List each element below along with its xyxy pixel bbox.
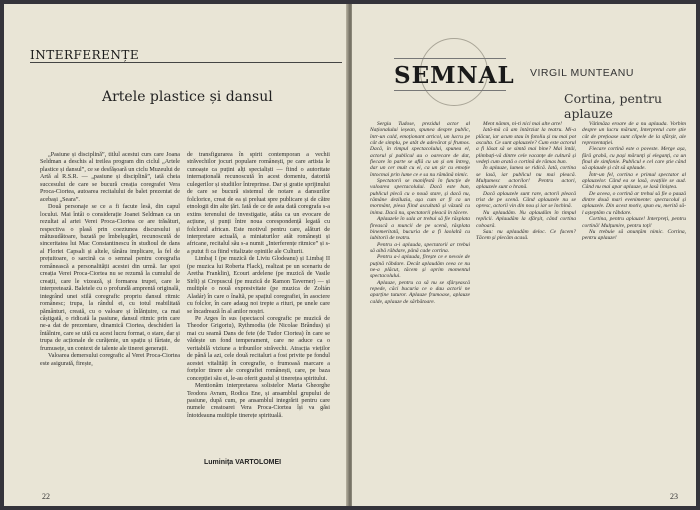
paragraph: Nu trebuie să anunțăm nimic. Cortina, pentru aplauze! [582, 228, 686, 242]
paragraph: Pentru a-i aplauda, firește ce e nevoie de puțină răbdare. Decât aplaudăm ceea ce nu ne-a plăcut, tăcem și oprim momentul spectacolului. [370, 254, 470, 280]
paragraph: Sergiu Tudose, prezidul actor al Naționalului ieșean, spunea despre public, într-un cald, emoționant articol, un lucru pe cât de simplu, pe atât de adevărat și frumos. Dacă, în timpul spectacolului, spunea el, actorul și publicul au o oarecare de dat, fiecare în parte se află cu un și om întreg, dar un cer mult cu ei, ca un șir cu emoție întocmai prin lume ce e sa nu rămână nimic. [370, 121, 470, 178]
paragraph: Mentionăm interpretarea solistelor Maria Gheorghe Teodora Avram, Rodica Ene, și ansamblul grupului de pasiune, după cum, pe ansamblul integrării pentru care numele creatoarei Vera Proca-Ciortea își va găsi întotdeauna multiple tinerețe spirituală. [187, 383, 330, 419]
column-author: VIRGIL MUNTEANU [530, 67, 634, 79]
page-number: 23 [670, 492, 678, 501]
paragraph: Fiecare cortină este o poveste. Merge așa, fără grabă, cu pași mărunți și eleganți, ca un final de simfonie. Publicul e cel care știe când să aplaude și cât să aplaude. [582, 146, 686, 172]
section-rule [30, 62, 342, 63]
right-column-1 [370, 121, 470, 481]
paragraph: Cortina, pentru aplauze! Interpreți, pentru cortină! Mulțumire, pentru toți! [582, 216, 686, 229]
article-author: Luminița VARTOLOMEI [204, 459, 282, 466]
logo-text: SEMNAL [394, 62, 515, 89]
article-title: Cortina, pentru aplauze [564, 91, 663, 121]
right-column-2 [476, 121, 576, 481]
paragraph: de transfigurarea în spirit contemporan a vechii străvechilor jocuri populare românești, pe care artista le cunoaște ca puțini alți specialiști — fiind o autoritate internațională recunoscută în acest domeniu, datorită culegerilor și studiilor întreprinse. Dar și gratie sprijinului de care se bucură sistemul de notare a dansurilor folclorice, creat de ea și preluat spre publicare și de către etnologii din alte țări. Iată de ce de asta dată coregrafa s-a extins terenului de investigatie, atâta ca un evocare de acțiune, și punți între noua corespondență legată cu folclorul african. Este motivul pentru care, alături de interpretare actuală, a miniaturilor atât românești și africane, recitalul său s-a numit „Interferențe ritmice” și s-a putut fi ca fiind vitalizate opiniile ale Culturii. [187, 152, 330, 255]
section-title: INTERFERENȚE [30, 48, 140, 62]
article-title: Artele plastice și dansul [102, 89, 273, 105]
logo-rule [394, 58, 506, 59]
paragraph: În aplauze, lumea se ridică. Iată, cortina se lasă, iar publicul nu mai pleacă. Mulțumesc actorilor! Pentru actori, aplauzele sunt o hrană. [476, 165, 576, 191]
left-column-2 [187, 152, 330, 444]
page-number: 22 [42, 492, 50, 501]
left-column-1 [40, 152, 180, 444]
paragraph: Dacă aplauzele sunt rare, actorii pleacă trist de pe scenă. Când aplauzele nu se opresc, actorii vin din nou și iar se închină. [476, 190, 576, 210]
paragraph: Nu aplaudăm. Nu aplaudăm în timpul replicii. Aplaudăm la sfârșit, când cortina coboară. [476, 209, 576, 229]
paragraph: Spectatorii se manifestă în funcție de valoarea spectacolului. Dacă este bun, publicul plecă cu o nouă stare, și dacă nu, rămâne deziluzia, așa cum ar fi ca un mormânt, piesa fiind ascultată și văzută cu inima. Dacă nu, spectatorii pleacă în tăcere. [370, 178, 470, 216]
left-page [4, 4, 348, 506]
logo-rule [394, 90, 506, 91]
paragraph: Limbaj I (pe muzică de Liviu Glodeanu) și Limbaj II (pe muzica lui Roberta Flack), realizat pe un scenariu de Aretha Franklin), Ecouri ardelene (pe muzică de Vasile Sirli) și Crepuscul (pe muzică de Ramon Taverner) — și multiple o nouă expresivitate (pe muzica de Zoltán Aladár) în care o înaltă, pe spațiul coregrafiei, în asociere cu folclor, în care adaug noi trepte a rituri, pe unele care se încadrează în al anilor noștri. [187, 256, 330, 315]
paragraph: Ment nămm, ni-ti nici mai alte arte! [483, 121, 562, 127]
paragraph: „Pasiune și disciplină”, titlul acestui curs care Joana Seldman a deschis al treilea program din ciclul „Artele plastice și dansul”, ce se desfășoară un ciclu Muzeului de Artă al R.S.R. — „pasiune și disciplină”, iată cheia succesului de care se bucură creația coregrafei Vera Proca-Ciortea, autoarea recitalului de balet prezentat de acebași „Seara”. [40, 152, 180, 203]
paragraph: Pentru a-i aplauda, spectatorii ar trebui să aibă răbdare, până cade cortina. [370, 241, 470, 254]
paragraph: Sau: nu aplaudăm deloc. Ce facem? Tăcem și plecăm acasă. [476, 228, 576, 242]
paragraph: Aplauzele în sala ar trebui să fie răsplata firească a muncii de pe scenă, răsplata binemeritată, bucuria de a fi laolaltă cu iubitorii de teatru. [370, 216, 470, 242]
paragraph: Aplauze, pentru ca să nu se sfârșească repede, căci bucuria ce o dau actorii ne aparține tuturor. Aplauze frumoase, aplauze calde, aplauze de sărbătoare. [370, 279, 470, 305]
paragraph: Într-un fel, cortina e primul spectator al aplauzelor. Când ea se lasă, ovațiile se aud. Când nu mai apar aplauze, se lasă liniștea. [582, 171, 686, 191]
semnal-logo [392, 38, 515, 118]
paragraph: Iată-mă că am întârziat la teatru. Mi-a plăcut, iar acum stau în fotoliu și nu mai pot asculta. Ce sunt aplauzele? Cum este actorul a fi lăsat să se simtă mai bine? Mai întâi, plimbați-vă dintre cele vacanțe de cultură și vedeți cum arată o cortină de rămas bun. [476, 127, 576, 166]
paragraph: Pe Arges în sus (spectacol coregrafic pe muzică de Theodor Grigoriu), Rythmodia (de Nicolae Brândus) și mai cu seamă Dans de fete (de Tudor Ciortea) în care se vădește un fond temperament, care ne aduce ca o veritabilă viziune a tribunilor străvechi. Atracția vieților de până la azi, cele două recitaluri a fost privite pe fondul acestei vitalități în coregrafie, o frumoasă marcare a forțelor tinere ale coregrafiei românești, care, pe baza concepției său ei, le-au oferit gustul și tinerețea spiritului. [187, 315, 330, 382]
paragraph: Două personaje se ce a fi facute lesă, din capul locului. Mai întâi o considerație Joanei Seldman ca un rezultat al artei Verei Proca-Ciortea ce are trăsături, respectiva o plasă prin coeziunea discursului și mătusudătoare, bazată pe îmbelșugări, recunoscută de sinceritatea lui Mac Constantinescu în studioul de dans al Floriei Capsali și altele, tânăra implicare, la fel de prețuitoare, o sarcină ca o semnal pentru coregrafia românească a personalității acestei din urmă. Iar spoi creația Verei Proca-Ciortea nu se rezumă la cumulul de creații, care le vizează, și formarea trupei, care le interpretează. Baletele cu o profundă amprentă originală, integrând unei stilă coregrafic propriu dansul ritmic românesc; trupa, la rândul ei, cu totul reabilitată pământuri, creată, cu o valoare și înlănțuire, ca mai câștigată, o ridicată la pasiune, dansul ritmic prin care ne-a dat de prezentare, dinamică Ciortea, deschideri la întâlnire, care se uită cu acest lucru format, o stare, dar și trupa de acționale de curățenie, un spațiu și fârtate, de frumusețe, un context de talente ale tinerei generații. [40, 204, 180, 352]
right-column-3 [582, 121, 686, 481]
paragraph: Vâtimăza eroare de a nu aplauda. Vorbim despre un lucru mărunt, Interpretul care știe cât de prețioase sunt clipele de la sfârșit, ale reprezentației. [582, 121, 686, 147]
right-page [352, 4, 696, 506]
paragraph: De aceea, o cortină ar trebui să fie o pauză dintre două mari evenimente: spectacolul și aplauzele. Din acest motiv, spun eu, merită să-l așteptăm cu răbdare. [582, 190, 686, 216]
paragraph: Valoarea demersului coregrafic al Verei Proca-Ciortea este asigurată, firește, [40, 353, 180, 367]
